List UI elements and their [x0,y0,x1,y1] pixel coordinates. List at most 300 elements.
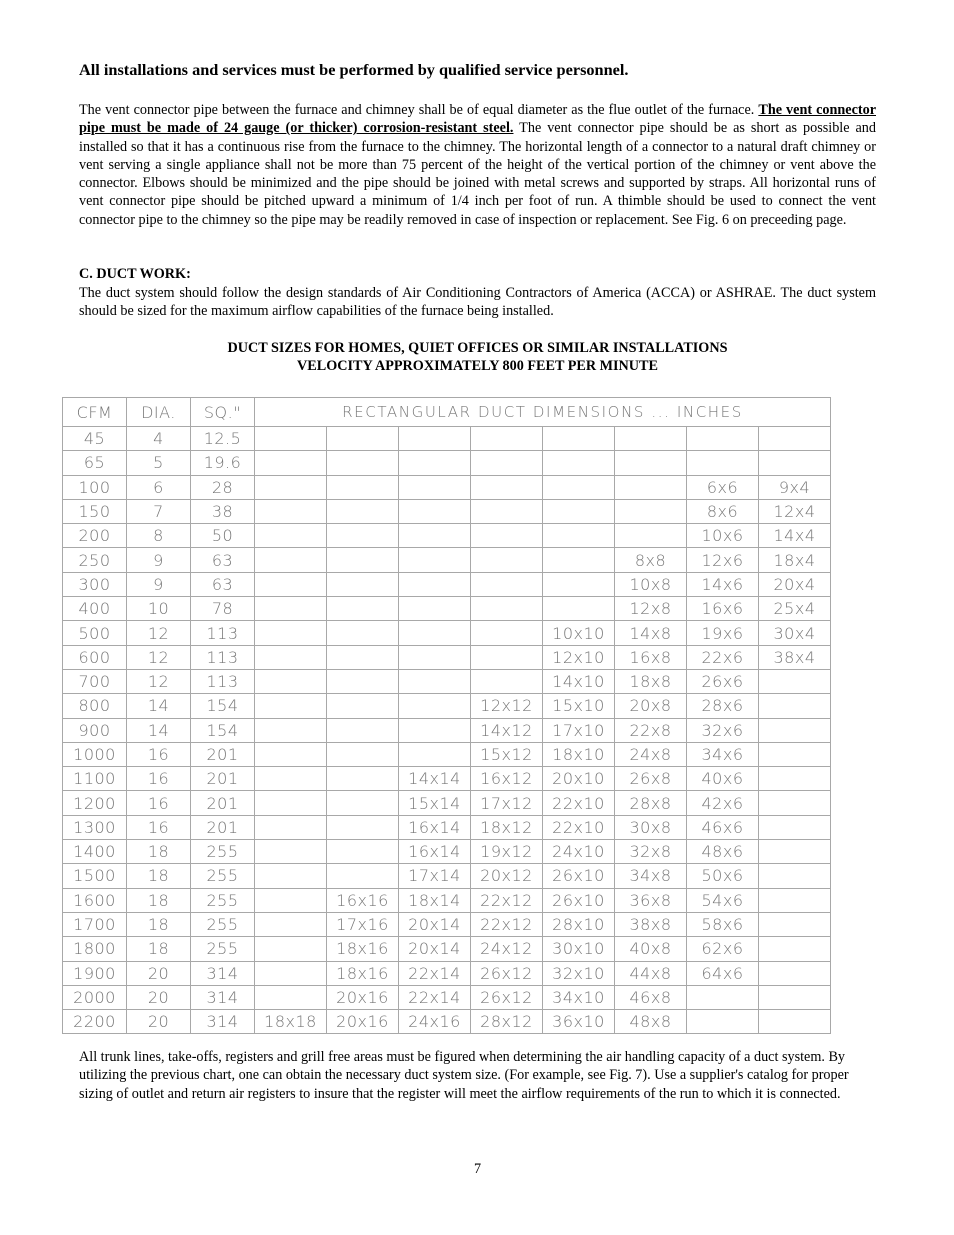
table-cell: 8x8 [615,548,687,572]
table-cell [399,621,471,645]
table-cell: 20x8 [615,694,687,718]
table-cell: 1600 [63,888,127,912]
table-cell: 314 [191,1010,255,1034]
table-cell: 17x14 [399,864,471,888]
table-cell: 15x14 [399,791,471,815]
table-cell: 22x10 [543,791,615,815]
table-cell [471,597,543,621]
table-cell: 100 [63,475,127,499]
table-cell [687,1010,759,1034]
table-row [63,694,831,718]
table-cell [399,548,471,572]
table-cell [759,669,831,693]
table-cell [543,548,615,572]
table-cell: 201 [191,791,255,815]
table-cell: 12x8 [615,597,687,621]
table-cell: 20x10 [543,767,615,791]
table-cell: 28 [191,475,255,499]
table-cell [759,451,831,475]
vent-emphasis-text: The vent connector pipe must be made of 24 gauge (or thicker) corrosion-resistant steel. [79,102,876,137]
table-cell: 255 [191,864,255,888]
table-cell [255,694,327,718]
table-cell: 48x6 [687,840,759,864]
table-cell: 12x12 [471,694,543,718]
table-cell: 12 [127,621,191,645]
table-cell: 113 [191,645,255,669]
page-heading: All installations and services must be performed by qualified service personnel. [79,60,629,79]
table-cell [327,524,399,548]
table-cell [255,524,327,548]
table-cell: 201 [191,742,255,766]
table-cell [255,888,327,912]
table-cell: 28x12 [471,1010,543,1034]
table-cell [759,815,831,839]
table-cell: 314 [191,985,255,1009]
table-cell: 26x10 [543,888,615,912]
table-cell: 32x6 [687,718,759,742]
table-cell: 16 [127,767,191,791]
duct-size-table [62,397,831,1034]
table-cell [471,524,543,548]
table-cell: 18x16 [327,937,399,961]
table-cell: 24x8 [615,742,687,766]
table-cell [759,912,831,936]
table-cell [399,742,471,766]
table-cell: 62x6 [687,937,759,961]
table-cell: 12.5 [191,427,255,451]
table-cell: 45 [63,427,127,451]
table-cell: 19.6 [191,451,255,475]
table-cell: 44x8 [615,961,687,985]
table-cell: 26x12 [471,961,543,985]
table-cell [399,694,471,718]
table-cell: 40x8 [615,937,687,961]
table-cell [399,572,471,596]
table-cell: 201 [191,767,255,791]
table-cell: 19x12 [471,840,543,864]
table-cell: 28x6 [687,694,759,718]
table-cell: 20 [127,985,191,1009]
table-cell: 6x6 [687,475,759,499]
table-cell [399,475,471,499]
table-cell: 10 [127,597,191,621]
table-cell: 19x6 [687,621,759,645]
table-cell [327,791,399,815]
table-cell [399,499,471,523]
table-cell: 600 [63,645,127,669]
table-cell: 22x6 [687,645,759,669]
table-cell: 14x10 [543,669,615,693]
table-row [63,718,831,742]
table-cell: 26x8 [615,767,687,791]
table-cell [471,475,543,499]
table-cell [327,475,399,499]
table-cell: 20 [127,1010,191,1034]
table-cell: 255 [191,937,255,961]
table-cell: 1200 [63,791,127,815]
table-cell [471,669,543,693]
table-row [63,840,831,864]
table-cell: 14 [127,718,191,742]
table-cell [615,524,687,548]
table-cell: 18x16 [327,961,399,985]
table-cell: 64x6 [687,961,759,985]
table-cell: 48x8 [615,1010,687,1034]
table-cell [255,499,327,523]
table-cell [687,985,759,1009]
table-cell [615,475,687,499]
table-cell [327,451,399,475]
table-cell: 14x4 [759,524,831,548]
table-cell: 9x4 [759,475,831,499]
vent-text-part2: The vent connector pipe should be as short as possible and installed so that it has a continuous rise from the furnace to the chimney. The horizontal length of a connector to a natural draft chimney or vent serving a single appliance shall not be more than 75 percent of the height of the vertical portion of the chimney or vent above the connector. Elbows should be minimized and the pipe should be joined with metal screws and supported by straps. All horizontal runs of vent connector pipe should be pitched upward a minimum of 1/4 inch per foot of run. A thimble should be used to connect the vent connector pipe to the chimney so the pipe may be readily removed in case of inspection or replacement. See Fig. 6 on preceeding page. [79,120,876,228]
table-cell [471,621,543,645]
table-cell: 4 [127,427,191,451]
table-cell [255,451,327,475]
table-cell: 38x4 [759,645,831,669]
table-cell [759,937,831,961]
table-row [63,815,831,839]
table-cell [255,475,327,499]
table-cell [255,864,327,888]
table-cell [759,767,831,791]
table-cell [399,645,471,669]
table-title-line-1: DUCT SIZES FOR HOMES, QUIET OFFICES OR SIMILAR INSTALLATIONS [227,340,728,356]
table-cell [471,499,543,523]
table-cell: 12x6 [687,548,759,572]
table-cell [399,669,471,693]
table-cell [759,840,831,864]
table-cell: 26x10 [543,864,615,888]
table-cell [255,985,327,1009]
table-cell: 38x8 [615,912,687,936]
table-cell [327,742,399,766]
table-cell: 20x16 [327,985,399,1009]
table-cell [327,621,399,645]
table-header-row [63,398,831,427]
header-cfm: CFM [63,398,127,427]
table-cell: 16x6 [687,597,759,621]
table-cell [471,548,543,572]
vent-text-part1: The vent connector pipe between the furnace and chimney shall be of equal diameter as the flue outlet of the furnace. [79,102,759,118]
table-cell [327,597,399,621]
vent-connector-paragraph [79,101,876,229]
table-cell [255,961,327,985]
table-cell [759,1010,831,1034]
table-cell [471,451,543,475]
header-sq: SQ." [191,398,255,427]
table-cell: 16 [127,815,191,839]
table-cell [255,427,327,451]
table-cell: 18x12 [471,815,543,839]
table-cell: 38 [191,499,255,523]
table-cell [327,840,399,864]
table-cell: 16 [127,742,191,766]
table-cell: 8x6 [687,499,759,523]
table-cell: 7 [127,499,191,523]
table-cell: 12x10 [543,645,615,669]
table-row [63,912,831,936]
table-cell [615,451,687,475]
table-cell: 1500 [63,864,127,888]
table-cell: 14x12 [471,718,543,742]
table-cell [543,597,615,621]
table-cell [759,718,831,742]
table-row [63,572,831,596]
table-row [63,451,831,475]
table-cell [327,815,399,839]
table-row [63,767,831,791]
table-cell: 2200 [63,1010,127,1034]
table-cell [255,572,327,596]
table-cell: 15x10 [543,694,615,718]
table-cell [255,767,327,791]
table-row [63,524,831,548]
table-cell: 14x8 [615,621,687,645]
table-cell: 150 [63,499,127,523]
table-cell: 18x8 [615,669,687,693]
table-cell: 255 [191,840,255,864]
table-cell [255,621,327,645]
table-cell: 65 [63,451,127,475]
table-cell: 1000 [63,742,127,766]
duct-table-body [63,398,831,1034]
table-cell [327,767,399,791]
table-cell [615,427,687,451]
table-cell: 32x10 [543,961,615,985]
table-cell [327,427,399,451]
table-cell: 18x4 [759,548,831,572]
table-cell: 800 [63,694,127,718]
table-cell: 50x6 [687,864,759,888]
table-cell: 500 [63,621,127,645]
table-cell [255,669,327,693]
table-cell [543,499,615,523]
table-cell: 20x14 [399,937,471,961]
table-cell [327,645,399,669]
table-cell: 2000 [63,985,127,1009]
table-row [63,888,831,912]
table-cell: 10x10 [543,621,615,645]
duct-work-heading: C. DUCT WORK: [79,266,191,282]
table-cell: 201 [191,815,255,839]
page-number: 7 [473,1161,482,1177]
table-cell: 28x10 [543,912,615,936]
table-cell: 24x10 [543,840,615,864]
table-cell: 28x8 [615,791,687,815]
table-cell: 18x14 [399,888,471,912]
table-row [63,864,831,888]
table-cell [759,427,831,451]
table-cell [327,548,399,572]
table-cell [543,475,615,499]
table-cell [255,645,327,669]
table-cell: 16x8 [615,645,687,669]
table-cell: 10x8 [615,572,687,596]
table-cell: 20x12 [471,864,543,888]
table-cell: 1900 [63,961,127,985]
table-cell: 34x6 [687,742,759,766]
table-cell [327,572,399,596]
table-cell: 250 [63,548,127,572]
table-cell [399,524,471,548]
table-cell: 36x8 [615,888,687,912]
table-cell: 400 [63,597,127,621]
table-cell: 63 [191,548,255,572]
table-cell [543,524,615,548]
table-cell: 18x18 [255,1010,327,1034]
table-cell: 15x12 [471,742,543,766]
table-cell [759,888,831,912]
table-cell [399,718,471,742]
table-cell [687,451,759,475]
table-cell [255,718,327,742]
table-title-line-2: VELOCITY APPROXIMATELY 800 FEET PER MINUTE [297,358,658,374]
table-cell [759,864,831,888]
table-cell: 22x14 [399,985,471,1009]
table-row [63,669,831,693]
table-title [79,339,876,375]
table-cell: 10x6 [687,524,759,548]
table-cell [471,427,543,451]
table-cell: 12 [127,645,191,669]
table-cell: 314 [191,961,255,985]
table-cell: 1300 [63,815,127,839]
table-cell: 30x4 [759,621,831,645]
table-cell: 12x4 [759,499,831,523]
table-cell: 34x10 [543,985,615,1009]
table-cell: 1700 [63,912,127,936]
table-cell: 24x12 [471,937,543,961]
table-cell: 46x8 [615,985,687,1009]
table-cell [399,427,471,451]
table-cell [255,937,327,961]
table-cell: 9 [127,572,191,596]
table-cell: 22x12 [471,888,543,912]
header-dia: DIA. [127,398,191,427]
table-cell [759,961,831,985]
table-cell [327,694,399,718]
table-cell: 34x8 [615,864,687,888]
table-cell: 16x16 [327,888,399,912]
table-cell: 900 [63,718,127,742]
table-cell [255,742,327,766]
table-row [63,597,831,621]
table-cell [759,694,831,718]
table-cell: 18x10 [543,742,615,766]
table-cell: 20 [127,961,191,985]
table-cell: 24x16 [399,1010,471,1034]
table-cell [759,791,831,815]
table-cell: 26x6 [687,669,759,693]
table-cell [255,912,327,936]
table-cell [327,499,399,523]
table-cell: 12 [127,669,191,693]
table-cell [255,791,327,815]
table-cell: 18 [127,864,191,888]
table-cell [255,815,327,839]
table-cell: 30x10 [543,937,615,961]
table-cell: 16x14 [399,840,471,864]
table-row [63,791,831,815]
table-cell [471,645,543,669]
table-cell [327,864,399,888]
table-cell: 16 [127,791,191,815]
table-cell: 18 [127,888,191,912]
table-cell: 9 [127,548,191,572]
table-cell: 113 [191,621,255,645]
table-cell [615,499,687,523]
table-cell [543,451,615,475]
table-cell [759,742,831,766]
table-cell: 30x8 [615,815,687,839]
table-row [63,961,831,985]
table-cell: 40x6 [687,767,759,791]
table-cell: 42x6 [687,791,759,815]
table-cell: 14 [127,694,191,718]
table-cell: 18 [127,937,191,961]
table-cell: 200 [63,524,127,548]
table-cell: 154 [191,694,255,718]
table-cell: 17x16 [327,912,399,936]
table-cell: 36x10 [543,1010,615,1034]
table-cell: 58x6 [687,912,759,936]
table-cell: 25x4 [759,597,831,621]
table-cell [543,427,615,451]
table-cell: 5 [127,451,191,475]
table-cell: 22x8 [615,718,687,742]
table-cell: 17x12 [471,791,543,815]
table-cell: 16x14 [399,815,471,839]
duct-work-paragraph: The duct system should follow the design standards of Air Conditioning Contractors of America (ACCA) or ASHRAE. The duct system should be sized for the maximum airflow capabilities of the furnace being installed. [79,285,876,320]
table-cell: 113 [191,669,255,693]
table-cell: 17x10 [543,718,615,742]
table-cell [471,572,543,596]
table-cell: 18 [127,840,191,864]
table-row [63,548,831,572]
table-cell [327,718,399,742]
table-cell: 14x14 [399,767,471,791]
table-row [63,742,831,766]
table-cell: 20x14 [399,912,471,936]
table-cell: 50 [191,524,255,548]
table-cell: 20x16 [327,1010,399,1034]
table-cell [327,669,399,693]
table-row [63,499,831,523]
table-cell: 1400 [63,840,127,864]
table-cell: 26x12 [471,985,543,1009]
table-row [63,621,831,645]
table-cell: 255 [191,912,255,936]
table-row [63,937,831,961]
table-cell [255,597,327,621]
table-cell [759,985,831,1009]
table-cell: 32x8 [615,840,687,864]
table-row [63,985,831,1009]
table-cell: 300 [63,572,127,596]
table-cell: 22x12 [471,912,543,936]
table-cell: 20x4 [759,572,831,596]
table-cell: 22x10 [543,815,615,839]
table-cell: 16x12 [471,767,543,791]
table-row [63,475,831,499]
table-cell [399,597,471,621]
table-cell [543,572,615,596]
table-cell: 6 [127,475,191,499]
table-cell [255,548,327,572]
table-cell: 46x6 [687,815,759,839]
table-cell: 63 [191,572,255,596]
